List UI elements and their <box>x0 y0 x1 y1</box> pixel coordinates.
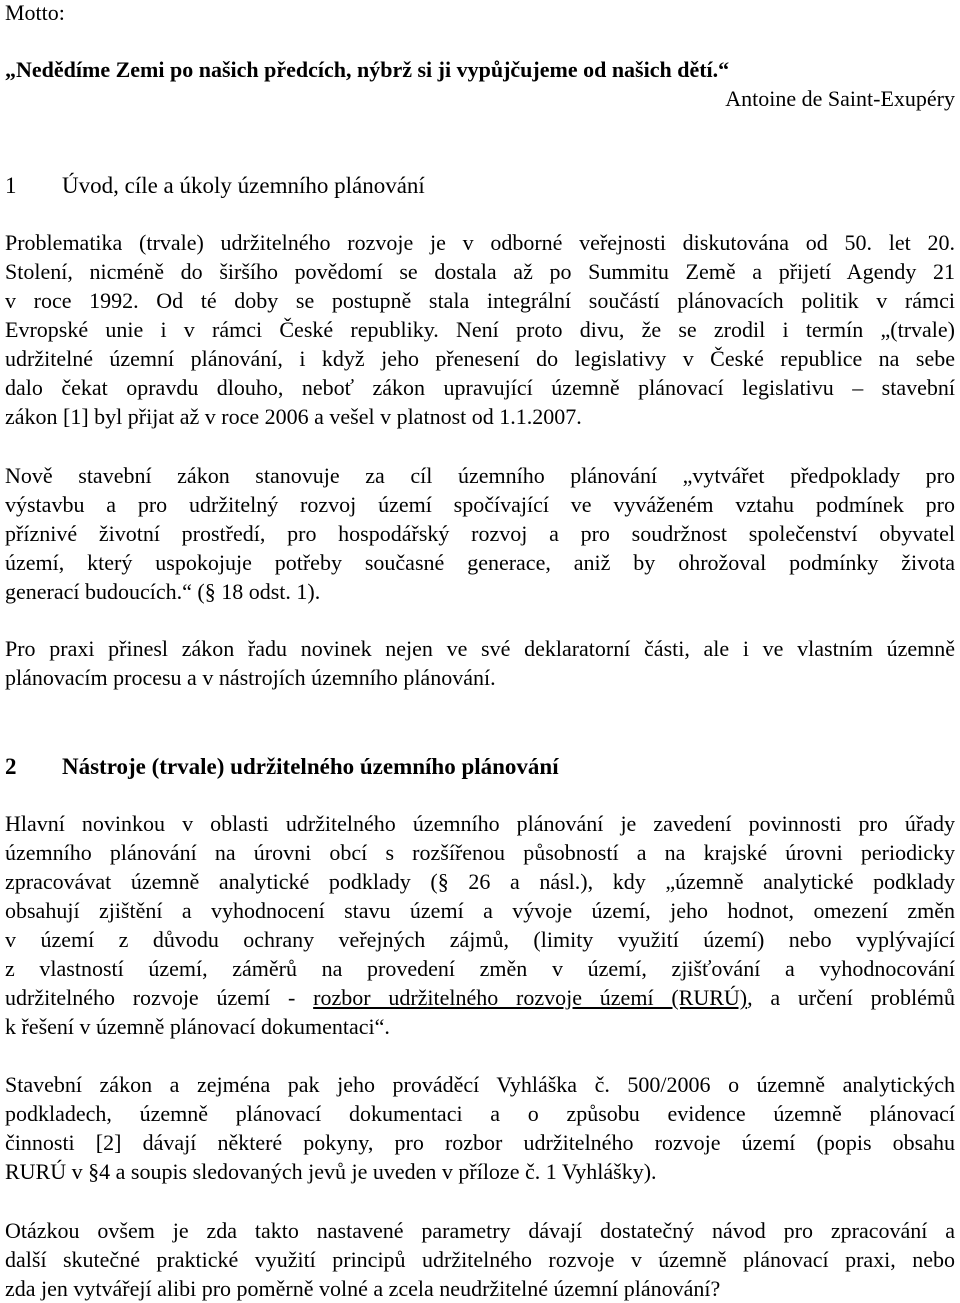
paragraph-line: v území z důvodu ochrany veřejných zájmů, (limity využití území) nebo vyplývající <box>5 927 955 952</box>
paragraph-line: území, který uspokojuje potřeby současné generace, aniž by ohrožoval podmínky života <box>5 550 955 575</box>
section-2-heading <box>5 754 559 780</box>
motto-label: Motto: <box>5 0 65 25</box>
paragraph-line: Stavební zákon a zejména pak jeho prováděcí Vyhláška č. 500/2006 o územně analytických <box>5 1072 955 1097</box>
paragraph-line: zpracovávat územně analytické podklady (§ 26 a násl.), kdy „územně analytické podklady <box>5 869 955 894</box>
section-1-heading <box>5 173 425 199</box>
paragraph-line <box>5 985 955 1011</box>
paragraph-line: Pro praxi přinesl zákon řadu novinek nejen ve své deklaratorní části, ale i ve vlastním územně <box>5 636 955 661</box>
paragraph-line: dalo čekat opravdu dlouho, neboť zákon upravující územně plánovací legislativu – stavební <box>5 375 955 400</box>
paragraph-line: v roce 1992. Od té doby se postupně stala integrální součástí plánovacích politik v rámci <box>5 288 955 313</box>
paragraph-line: Problematika (trvale) udržitelného rozvoje je v odborné veřejnosti diskutována od 50. let 20. <box>5 230 955 255</box>
section-2-number: 2 <box>5 754 17 779</box>
motto-quote: „Nedědíme Zemi po našich předcích, nýbrž si ji vypůjčujeme od našich dětí.“ <box>5 57 730 82</box>
section-1-number: 1 <box>5 173 17 198</box>
paragraph-line: Hlavní novinkou v oblasti udržitelného územního plánování je zavedení povinnosti pro úřady <box>5 811 955 836</box>
rurú-underlined-term: rozbor udržitelného rozvoje území (RURÚ) <box>313 985 748 1010</box>
paragraph-line: výstavbu a pro udržitelný rozvoj území spočívající ve vyváženém vztahu podmínek pro <box>5 492 955 517</box>
line-text: udržitelného rozvoje území - <box>5 985 314 1010</box>
section-2-title: Nástroje (trvale) udržitelného územního plánování <box>62 754 559 779</box>
paragraph-line: další skutečné praktické využití principů udržitelného rozvoje v územně plánovací praxi, nebo <box>5 1247 955 1272</box>
paragraph-line: obsahují zjištění a vyhodnocení stavu území a vývoje území, jeho hodnot, omezení změn <box>5 898 955 923</box>
paragraph-line: Evropské unie i v rámci České republiky. Není proto divu, že se zrodil i termín „(trvale) <box>5 317 955 342</box>
motto-author: Antoine de Saint-Exupéry <box>725 86 955 111</box>
paragraph-line: RURÚ v §4 a soupis sledovaných jevů je uveden v příloze č. 1 Vyhlášky). <box>5 1159 657 1184</box>
paragraph-line: podkladech, územně plánovací dokumentaci a o způsobu evidence územně plánovací <box>5 1101 955 1126</box>
section-1-title: Úvod, cíle a úkoly územního plánování <box>62 173 425 198</box>
paragraph-line: Otázkou ovšem je zda takto nastavené parametry dávají dostatečný návod pro zpracování a <box>5 1218 955 1243</box>
paragraph-line: příznivé životní prostředí, pro hospodářský rozvoj a pro soudržnost společenství obyvatel <box>5 521 955 546</box>
paragraph-line: k řešení v územně plánovací dokumentaci“. <box>5 1014 390 1039</box>
paragraph-line: zákon [1] byl přijat až v roce 2006 a vešel v platnost od 1.1.2007. <box>5 404 582 429</box>
paragraph-line: z vlastností území, záměrů na provedení změn v území, zjišťování a vyhodnocování <box>5 956 955 981</box>
paragraph-line: Nově stavební zákon stanovuje za cíl územního plánování „vytvářet předpoklady pro <box>5 463 955 488</box>
paragraph-line: generací budoucích.“ (§ 18 odst. 1). <box>5 579 321 604</box>
paragraph-line: činnosti [2] dávají některé pokyny, pro rozbor udržitelného rozvoje území (popis obsahu <box>5 1130 955 1155</box>
paragraph-line: územního plánování na úrovni obcí s rozšířenou působností a na krajské úrovni periodicky <box>5 840 955 865</box>
paragraph-line: udržitelné územní plánování, i když jeho přenesení do legislativy v České republice na sebe <box>5 346 955 371</box>
paragraph-line: plánovacím procesu a v nástrojích územního plánování. <box>5 665 496 690</box>
line-text: , a určení problémů <box>747 985 955 1010</box>
paragraph-line: zda jen vytvářejí alibi pro poměrně volné a zcela neudržitelné územní plánování? <box>5 1276 721 1301</box>
paragraph-line: Stolení, nicméně do širšího povědomí se dostala až po Summitu Země a přijetí Agendy 21 <box>5 259 955 284</box>
